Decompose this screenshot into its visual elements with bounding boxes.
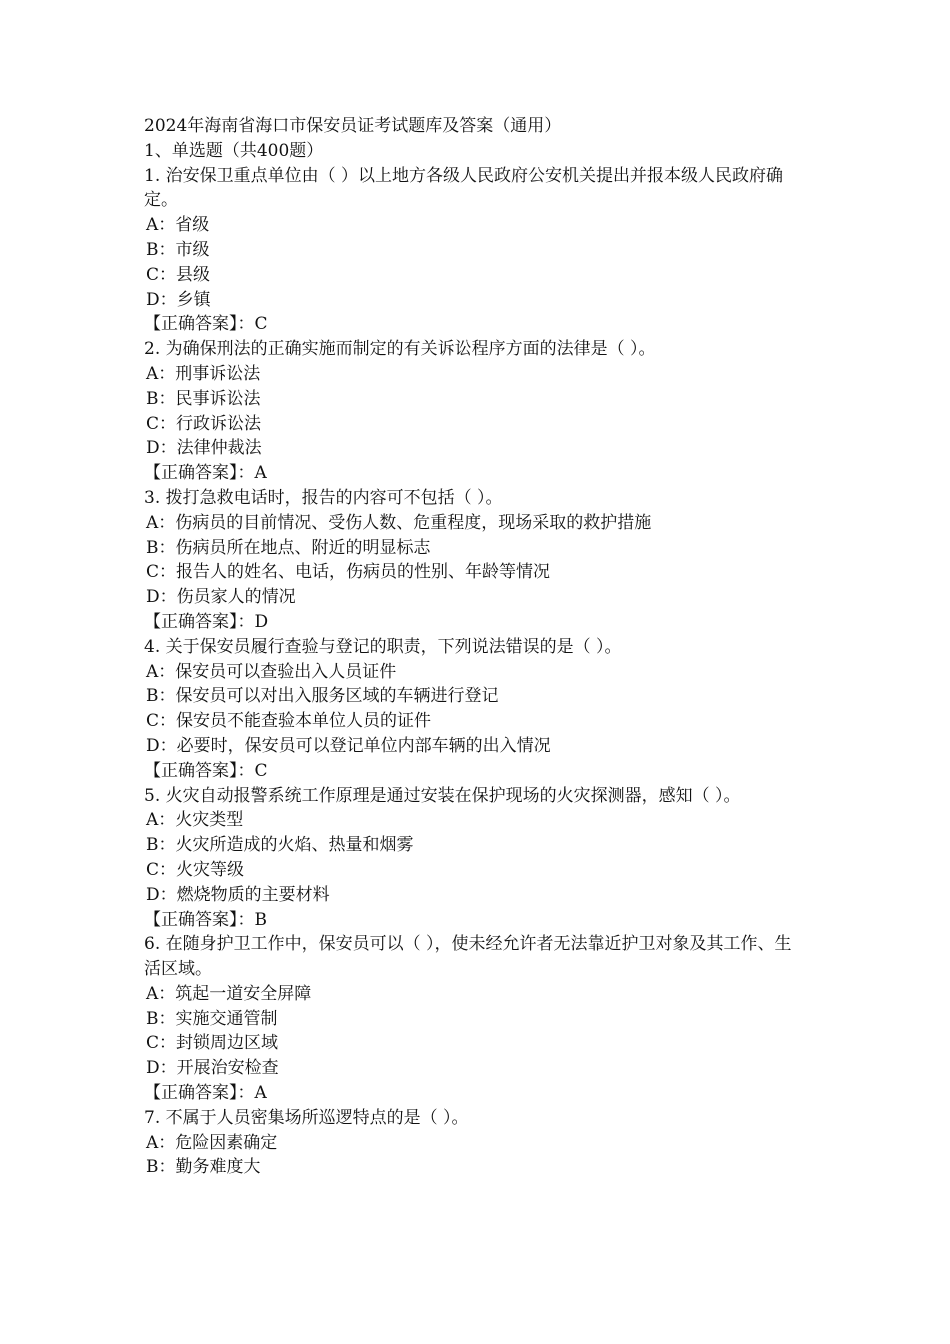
option-c: C：封锁周边区域 [146,1033,279,1054]
option-b: B：勤务难度大 [146,1157,261,1178]
option-a: A：火灾类型 [146,810,244,831]
correct-answer: 【正确答案】：B [144,909,267,930]
option-a: A：筑起一道安全屏障 [146,983,312,1004]
option-c: C：火灾等级 [146,859,245,880]
question-text: 7. 不属于人员密集场所巡逻特点的是（ ）。 [144,1107,469,1128]
option-b: B：火灾所造成的火焰、热量和烟雾 [146,835,414,856]
correct-answer: 【正确答案】：C [144,760,268,781]
question-text: 6. 在随身护卫工作中，保安员可以（ ），使未经允许者无法靠近护卫对象及其工作、生活区域。 [144,934,792,980]
option-d: D：燃烧物质的主要材料 [146,884,330,905]
option-b: B：市级 [146,239,210,260]
question-text: 1. 治安保卫重点单位由（ ）以上地方各级人民政府公安机关提出并报本级人民政府确定。 [144,165,784,211]
option-b: B：实施交通管制 [146,1008,278,1029]
option-d: D：必要时，保安员可以登记单位内部车辆的出入情况 [146,735,551,756]
correct-answer: 【正确答案】：C [144,314,268,335]
section-heading: 1、单选题（共400题） [144,140,324,161]
option-c: C：行政诉讼法 [146,413,262,434]
option-b: B：保安员可以对出入服务区域的车辆进行登记 [146,686,499,707]
option-a: A：省级 [146,215,210,236]
question-block [144,784,804,933]
question-block [144,1106,804,1180]
option-c: C：报告人的姓名、电话，伤病员的性别、年龄等情况 [146,562,551,583]
option-a: A：保安员可以查验出入人员证件 [146,661,397,682]
option-a: A：伤病员的目前情况、受伤人数、危重程度，现场采取的救护措施 [146,512,652,533]
question-text: 2. 为确保刑法的正确实施而制定的有关诉讼程序方面的法律是（ ）。 [144,339,656,360]
question-text: 4. 关于保安员履行查验与登记的职责，下列说法错误的是（ ）。 [144,636,622,657]
question-block [144,164,804,338]
document-title: 2024年海南省海口市保安员证考试题库及答案（通用） [144,116,562,136]
option-d: D：乡镇 [146,289,211,310]
option-a: A：危险因素确定 [146,1132,278,1153]
option-d: D：伤员家人的情况 [146,587,296,608]
correct-answer: 【正确答案】：D [144,611,269,632]
correct-answer: 【正确答案】：A [144,463,267,484]
option-b: B：伤病员所在地点、附近的明显标志 [146,537,431,558]
option-d: D：开展治安检查 [146,1058,279,1079]
option-c: C：保安员不能查验本单位人员的证件 [146,711,432,732]
question-block [144,486,804,635]
question-text: 5. 火灾自动报警系统工作原理是通过安装在保护现场的火灾探测器，感知（ ）。 [144,785,741,806]
option-c: C：县级 [146,264,211,285]
option-d: D：法律仲裁法 [146,438,262,459]
question-block [144,635,804,784]
option-b: B：民事诉讼法 [146,388,261,409]
option-a: A：刑事诉讼法 [146,363,261,384]
question-text: 3. 拨打急救电话时，报告的内容可不包括（ ）。 [144,487,503,508]
question-block [144,337,804,486]
document-page [144,114,804,1180]
correct-answer: 【正确答案】：A [144,1083,267,1104]
question-block [144,932,804,1106]
